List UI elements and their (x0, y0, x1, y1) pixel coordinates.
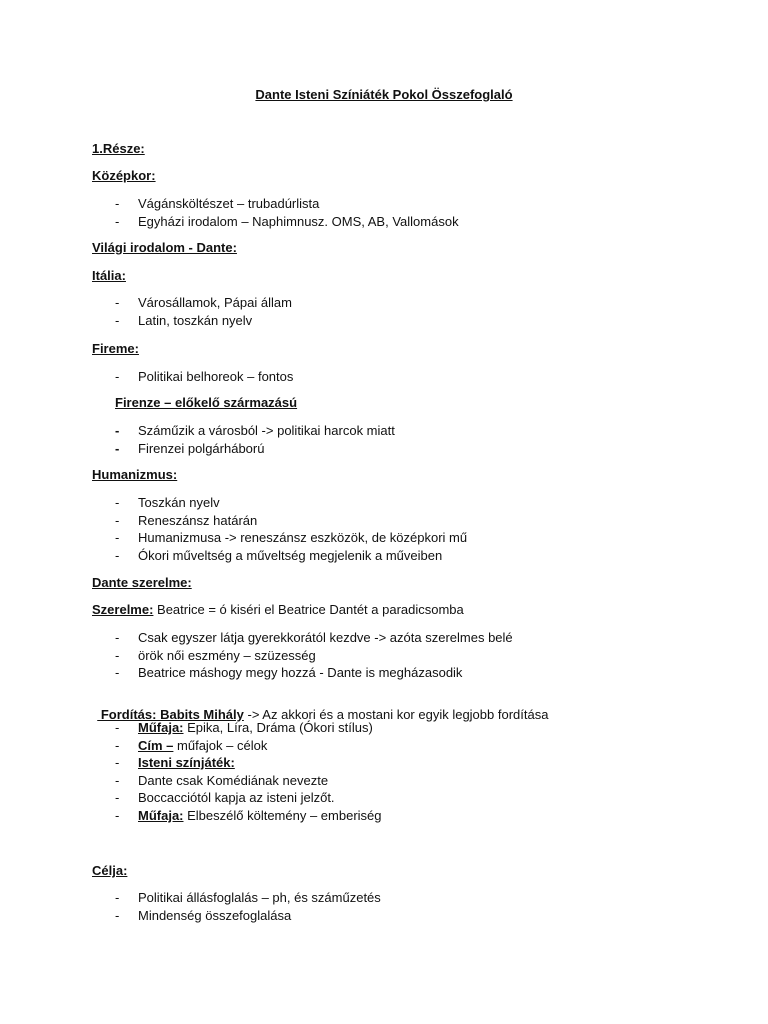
list-item-text: Firenzei polgárháború (138, 440, 265, 456)
bullet-dash: - (115, 755, 120, 771)
list-item-text: Latin, toszkán nyelv (138, 312, 253, 328)
bullet-dash: - (115, 630, 120, 645)
list-item-text: örök női eszmény – szüzesség (138, 647, 316, 663)
szerelme-paragraph (92, 602, 464, 617)
list-item-text: Városállamok, Pápai állam (138, 295, 292, 310)
bullet-dash: - (115, 772, 120, 788)
list-item-text: Mindenség összefoglalása (138, 907, 292, 923)
heading-italia: Itália: (92, 268, 126, 283)
list-item-text: Politikai állásfoglalás – ph, és száműzetés (138, 890, 381, 905)
list-item-text (138, 754, 235, 772)
list-item-value: Epika, Líra, Dráma (Ókori stílus) (183, 720, 373, 735)
bullet-dash: - (115, 213, 120, 229)
document-title: Dante Isteni Színiáték Pokol Összefoglaló (255, 87, 513, 102)
list-item-label: Isteni színjáték: (138, 755, 235, 771)
list-item-text (138, 737, 267, 755)
heading-celja: Célja: (92, 863, 128, 878)
list-item-value: Elbeszélő költemény – emberiség (183, 807, 382, 823)
bullet-dash: - (115, 196, 120, 211)
bullet-dash: - (115, 369, 120, 384)
bullet-dash: - (115, 512, 120, 528)
forditas-label: Fordítás: Babits Mihály (97, 707, 244, 722)
list-item-text: Dante csak Komédiának nevezte (138, 772, 329, 788)
bullet-dash: - (115, 720, 120, 735)
list-item-text: Humanizmusa -> reneszánsz eszközök, de középkori mű (138, 530, 468, 546)
bullet-dash: - (115, 440, 120, 456)
list-item-text: Egyházi irodalom – Naphimnusz. OMS, AB, Vallomások (138, 213, 459, 229)
bullet-dash: - (115, 907, 120, 923)
bullet-dash: - (115, 530, 120, 546)
heading-vilagi-irodalom: Világi irodalom - Dante: (92, 240, 237, 255)
bullet-dash: - (115, 295, 120, 310)
bullet-dash: - (115, 547, 120, 563)
list-item-text: Száműzik a városból -> politikai harcok miatt (138, 423, 395, 438)
list-item-value: műfajok – célok (173, 737, 268, 753)
list-item-label: Cím – (138, 737, 174, 753)
heading-kozepkor: Középkor: (92, 168, 156, 183)
list-item-text: Csak egyszer látja gyerekkorától kezdve -> azóta szerelmes belé (138, 630, 513, 645)
bullet-dash: - (115, 790, 120, 806)
forditas-paragraph (90, 692, 548, 722)
bullet-dash: - (115, 737, 120, 753)
list-item-label: Műfaja: (138, 720, 184, 735)
szerelme-label: Szerelme: (92, 602, 154, 617)
heading-resze: 1.Része: (92, 141, 145, 156)
list-item-label: Műfaja: (138, 807, 184, 823)
list-item-text: Politikai belhoreok – fontos (138, 369, 294, 384)
list-item-text (138, 719, 373, 737)
szerelme-text: Beatrice = ó kiséri el Beatrice Dantét a paradicsomba (153, 602, 464, 617)
list-item-text: Beatrice máshogy megy hozzá - Dante is megházasodik (138, 665, 463, 681)
bullet-dash: - (115, 495, 120, 510)
forditas-text: -> Az akkori és a mostani kor egyik legjobb fordítása (243, 707, 549, 722)
list-item-text: Toszkán nyelv (138, 495, 220, 510)
list-item-text: Ókori műveltség a műveltség megjelenik a műveiben (138, 547, 443, 563)
list-item-text: Reneszánsz határán (138, 512, 258, 528)
subheading-firenze: Firenze – előkelő származású (115, 395, 298, 410)
list-item-text: Vágánsköltészet – trubadúrlista (138, 196, 320, 211)
bullet-dash: - (115, 423, 120, 438)
bullet-dash: - (115, 807, 120, 823)
heading-fireme: Fireme: (92, 341, 139, 356)
list-item-text (138, 807, 382, 825)
bullet-dash: - (115, 647, 120, 663)
heading-dante-szerelme: Dante szerelme: (92, 575, 192, 590)
bullet-dash: - (115, 665, 120, 681)
bullet-dash: - (115, 890, 120, 905)
bullet-dash: - (115, 312, 120, 328)
heading-humanizmus: Humanizmus: (92, 467, 178, 482)
list-item-text: Boccacciótól kapja az isteni jelzőt. (138, 790, 335, 806)
